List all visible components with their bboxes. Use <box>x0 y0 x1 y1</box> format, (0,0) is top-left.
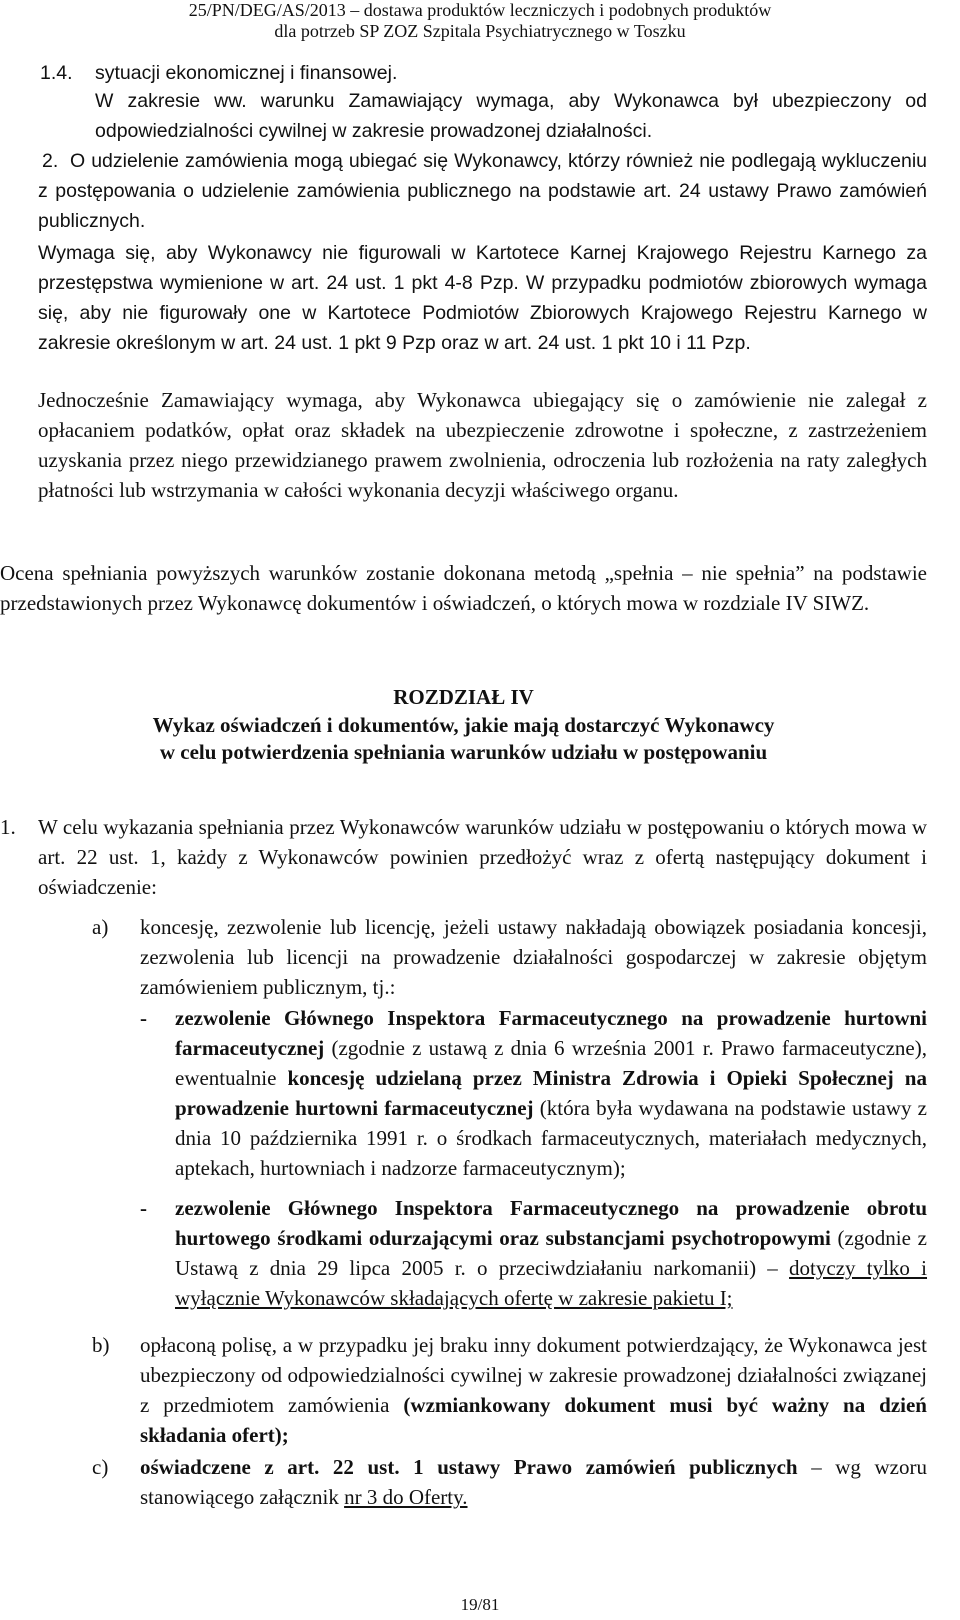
item-a-subitem-1 <box>175 1003 927 1183</box>
item-a-sub2-underline: dotyczy tylko i wyłącznie Wykonawców składających ofertę w zakresie pakietu I; <box>175 1256 928 1310</box>
item-a-sub1-text-2: (która była wydawana na podstawie ustawy z dnia 10 października 1991 r. o środkach farmaceutycznych, materiałach medycznych, aptekach, hurtowniach i nadzorze farmaceutycznym); <box>175 1096 927 1180</box>
item-b-text <box>140 1330 927 1450</box>
assessment-paragraph: Ocena spełniania powyższych warunków zostanie dokonana metodą „spełnia – nie spełnia” na podstawie przedstawionych przez Wykonawcę dokumentów i oświadczeń, o których mowa w rozdziale IV SIWZ. <box>0 561 927 615</box>
item-a-dash-1: - <box>140 1006 147 1030</box>
item-c-text-plain: – wg wzoru stanowiącego załącznik <box>140 1455 927 1509</box>
page-number: 19/81 <box>460 1595 500 1614</box>
item-a-text: koncesję, zezwolenie lub licencję, jeżeli ustawy nakładają obowiązek posiadania koncesji, zezwolenia lub licencji na prowadzenie działalności gospodarczej w zakresie objętym zamówieniem publicznym, tj.: <box>140 915 927 999</box>
chapter-subtitle-1: Wykaz oświadczeń i dokumentów, jakie mają dostarczyć Wykonawcy <box>152 713 775 737</box>
point-1-number: 1. <box>0 815 16 839</box>
page-header <box>0 0 960 42</box>
header-line-1: 25/PN/DEG/AS/2013 – dostawa produktów leczniczych i podobnych produktów <box>188 0 772 20</box>
item-c-underline: nr 3 do Oferty. <box>344 1485 468 1509</box>
section-1-4-text: W zakresie ww. warunku Zamawiający wymaga, aby Wykonawca był ubezpieczony od odpowiedzialności cywilnej w zakresie prowadzonej działalności. <box>95 90 927 142</box>
item-b-label: b) <box>92 1333 110 1357</box>
item-b-text-plain: opłaconą polisę, a w przypadku jej braku inny dokument potwierdzający, że Wykonawca jest ubezpieczony od odpowiedzialności cywilnej w zakresie prowadzonej działalności związanej z przedmiotem zamówienia <box>140 1333 927 1417</box>
header-line-2: dla potrzeb SP ZOZ Szpitala Psychiatrycznego w Toszku <box>274 21 686 41</box>
item-c-bold: oświadczene z art. 22 ust. 1 ustawy Prawo zamówień publicznych <box>140 1455 798 1479</box>
section-2-number: 2. <box>42 150 59 172</box>
item-a-sub1-text-1: (zgodnie z ustawą z dnia 6 września 2001 r. Prawo farmaceutyczne), ewentualnie <box>175 1036 927 1090</box>
item-a-label: a) <box>92 915 109 939</box>
item-c-label: c) <box>92 1455 109 1479</box>
section-2-paragraph-2: Jednocześnie Zamawiający wymaga, aby Wykonawca ubiegający się o zamówienie nie zalegał z opłacaniem podatków, opłat oraz składek na ubezpieczenie zdrowotne i społeczne, z zastrzeżeniem uzyskania przez niego przewidzianego prawem zwolnienia, odroczenia lub rozłożenia na raty zaległych płatności lub wstrzymania w całości wykonania decyzji właściwego organu. <box>38 388 927 502</box>
point-1-text: W celu wykazania spełniania przez Wykonawców warunków udziału w postępowaniu o których mowa w art. 22 ust. 1, każdy z Wykonawców powinien przedłożyć wraz z ofertą następujący dokument i oświadczenie: <box>38 815 927 899</box>
item-a-dash-2: - <box>140 1196 147 1220</box>
item-a-sub2-text: (zgodnie z Ustawą z dnia 29 lipca 2005 r. o przeciwdziałaniu narkomanii) – <box>175 1226 927 1280</box>
section-2-intro: O udzielenie zamówienia mogą ubiegać się Wykonawcy, którzy również nie podlegają wykluczeniu z postępowania o udzielenie zamówienia publicznego na podstawie art. 24 ustawy Prawo zamówień publicznych. <box>38 150 927 232</box>
item-a-sub2-bold: zezwolenie Głównego Inspektora Farmaceutycznego na prowadzenie obrotu hurtowego środkami odurzającymi oraz substancjami psychotropowymi <box>175 1196 927 1250</box>
section-1-4-title: sytuacji ekonomicznej i finansowej. <box>95 62 398 84</box>
item-a-sub1-bold: zezwolenie Głównego Inspektora Farmaceutycznego na prowadzenie hurtowni farmaceutycznej <box>175 1006 927 1060</box>
chapter-title: ROZDZIAŁ IV <box>393 685 534 709</box>
item-c-text <box>140 1452 927 1512</box>
item-a-sub1-bold-2: koncesję udzielaną przez Ministra Zdrowia i Opieki Społecznej na prowadzenie hurtowni farmaceutycznej <box>175 1066 927 1120</box>
section-2-paragraph-1: Wymaga się, aby Wykonawcy nie figurowali w Kartotece Karnej Krajowego Rejestru Karnego za przestępstwa wymienione w art. 24 ust. 1 pkt 4-8 Pzp. W przypadku podmiotów zbiorowych wymaga się, aby nie figurowały one w Kartotece Podmiotów Zbiorowych Krajowego Rejestru Karnego w zakresie określonym w art. 24 ust. 1 pkt 9 Pzp oraz w art. 24 ust. 1 pkt 10 i 11 Pzp. <box>38 242 927 354</box>
section-1-4-number: 1.4. <box>40 62 73 84</box>
chapter-subtitle-2: w celu potwierdzenia spełniania warunków udziału w postępowaniu <box>159 740 768 764</box>
item-b-text-bold: (wzmiankowany dokument musi być ważny na dzień składania ofert); <box>140 1393 927 1447</box>
item-a-subitem-2 <box>175 1193 927 1313</box>
